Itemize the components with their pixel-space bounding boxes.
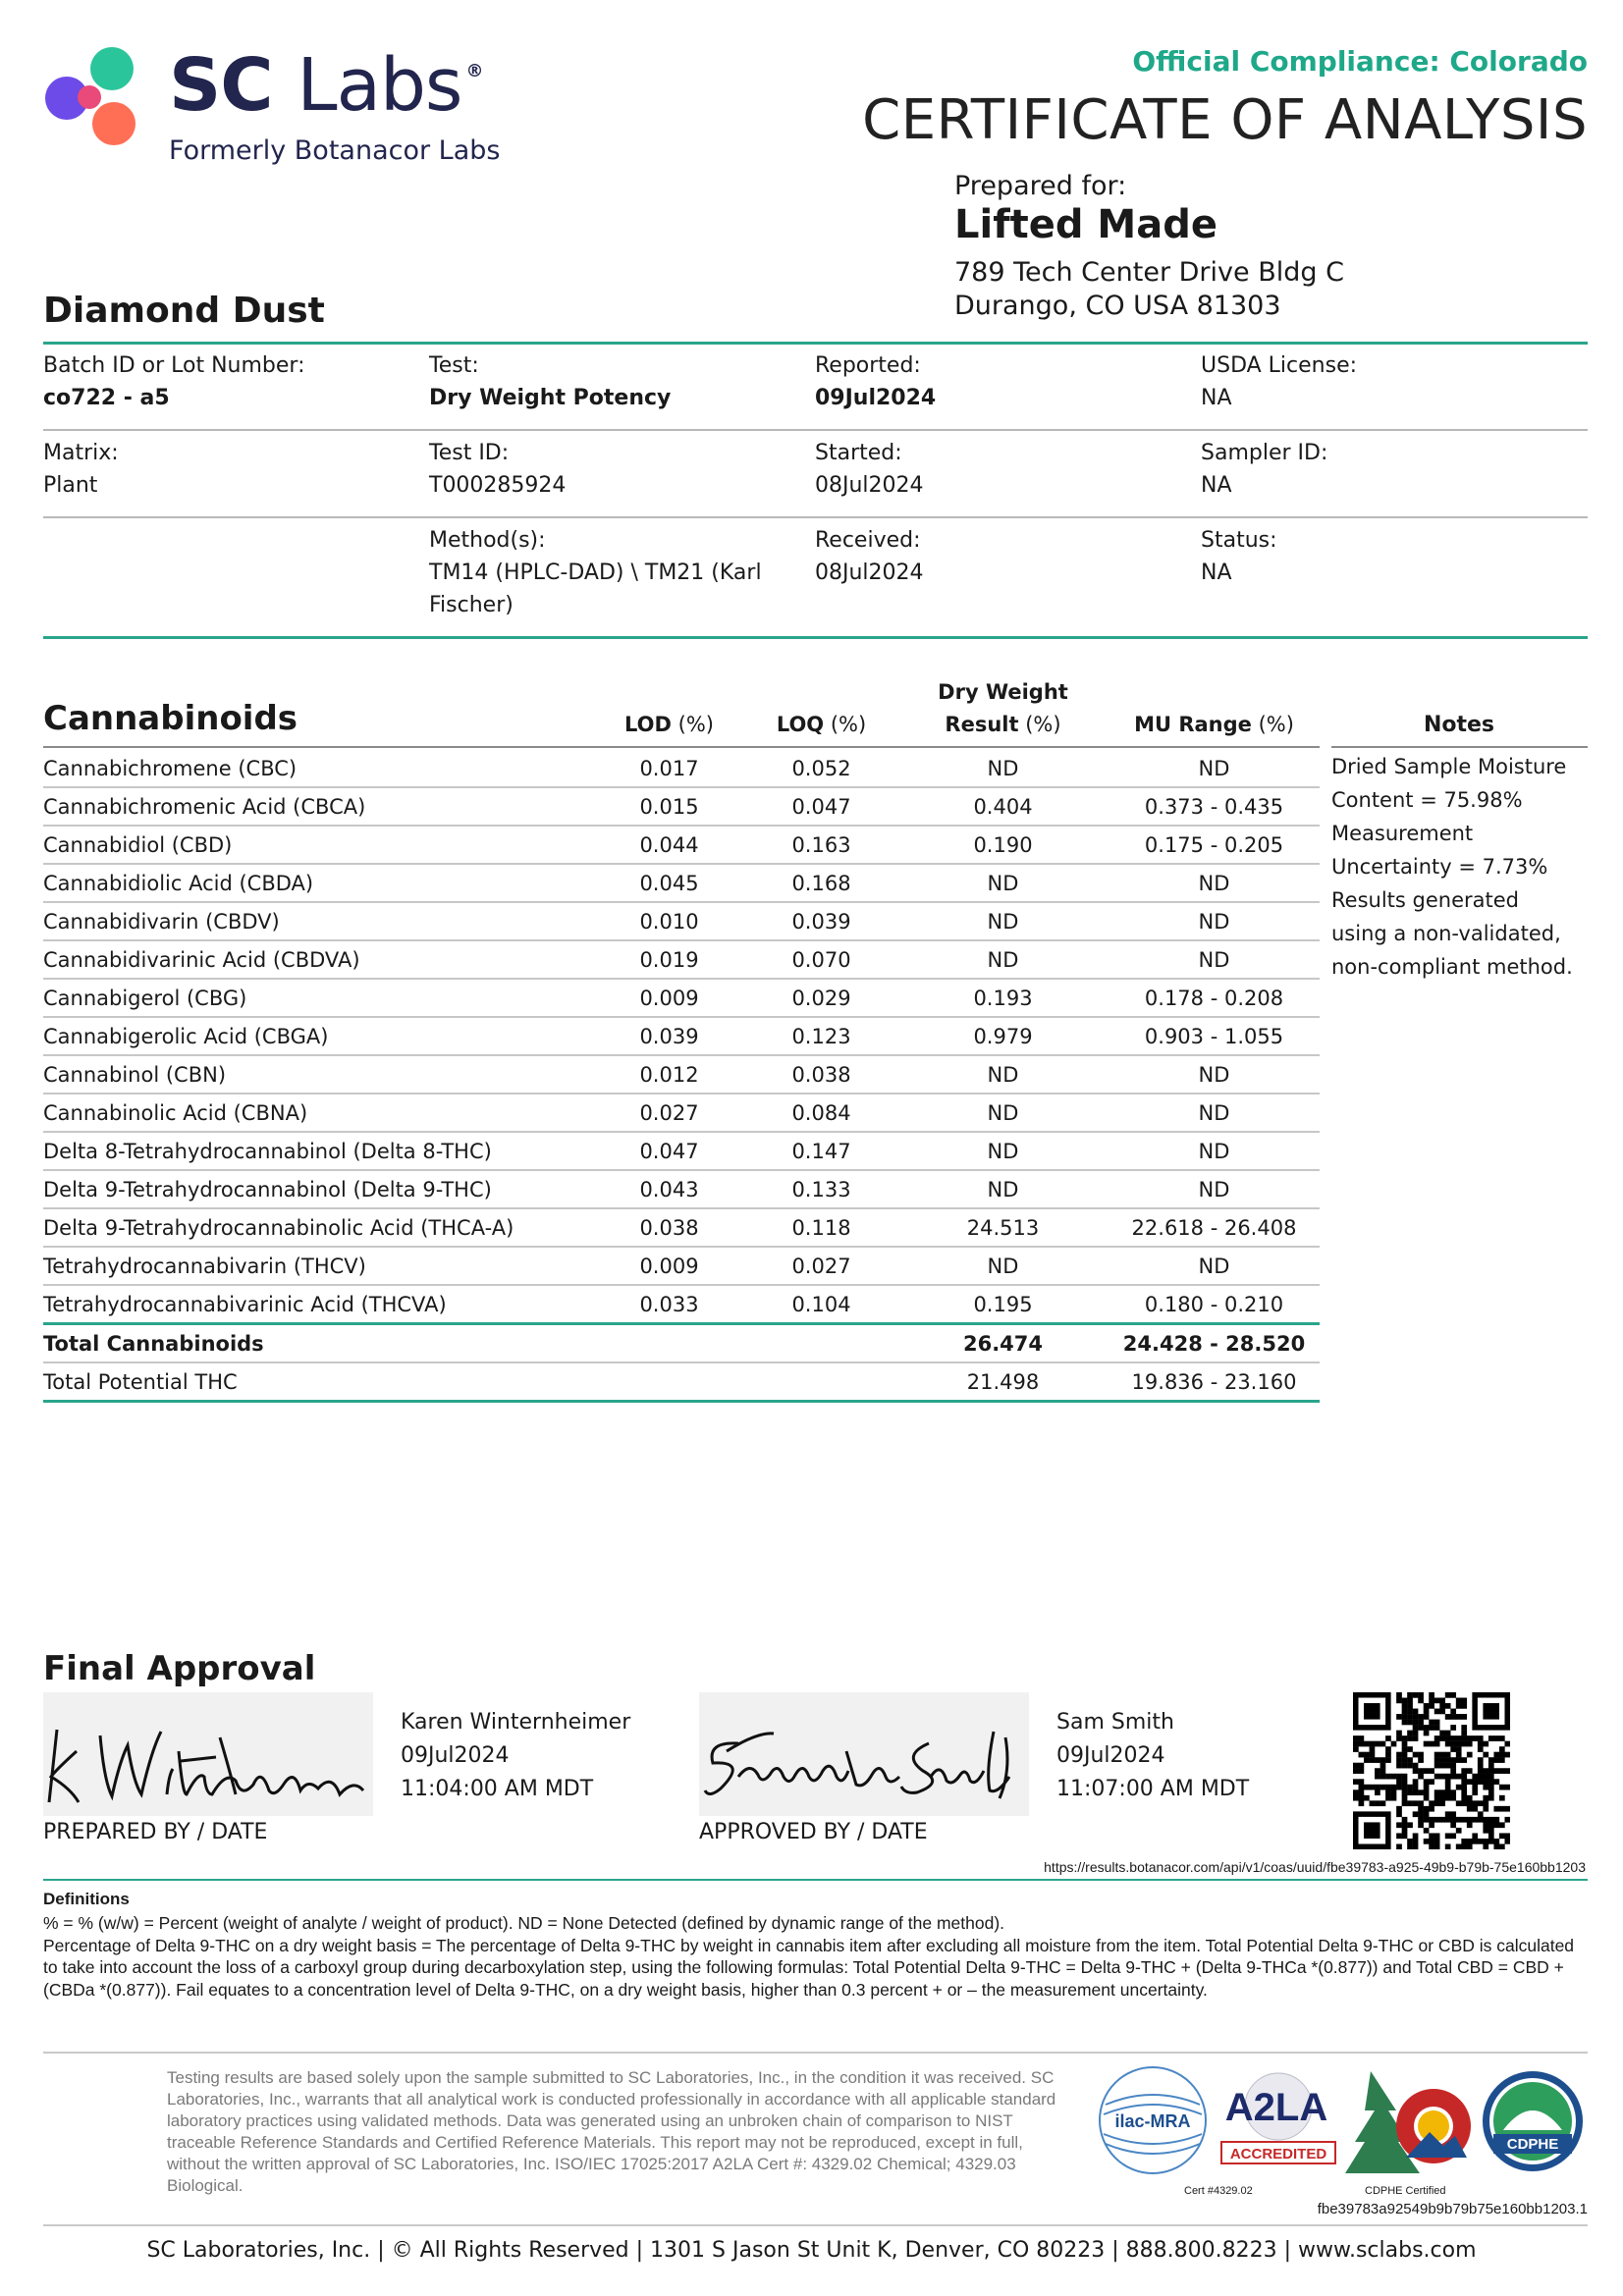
cdphe-caption: CDPHE Certified — [1365, 2185, 1446, 2197]
received-label: Received: — [815, 528, 921, 553]
approver-name: Sam Smith — [1056, 1710, 1174, 1735]
methods-value-line2: Fischer) — [429, 593, 514, 617]
table-row — [43, 1017, 1320, 1055]
table-row — [43, 864, 1320, 902]
mu-range-value: ND — [1109, 940, 1320, 979]
table-row — [43, 979, 1320, 1017]
document-hash: fbe39783a92549b9b79b75e160bb1203.1 — [1317, 2201, 1588, 2217]
total-label: Total Cannabinoids — [43, 1324, 593, 1363]
usda-value: NA — [1201, 386, 1232, 410]
loq-value: 0.047 — [745, 787, 897, 826]
loq-value: 0.027 — [745, 1247, 897, 1285]
result-value: ND — [897, 1055, 1109, 1094]
a2la-accredited-badge — [1217, 2071, 1339, 2165]
approved-by-caption: APPROVED BY / DATE — [699, 1820, 928, 1844]
mu-range-value: 22.618 - 26.408 — [1109, 1208, 1320, 1247]
loq-value: 0.038 — [745, 1055, 897, 1094]
notes-line: Content = 75.98% — [1331, 788, 1523, 812]
loq-value: 0.039 — [745, 902, 897, 940]
col-header-notes: Notes — [1423, 713, 1495, 737]
result-value: ND — [897, 1094, 1109, 1132]
col-header-loq: LOQ (%) — [776, 713, 867, 736]
col-header-dry-weight: Dry Weight — [938, 680, 1068, 704]
result-value: 0.193 — [897, 979, 1109, 1017]
analyte-name: Cannabichromene (CBC) — [43, 750, 593, 787]
notes-line: Measurement — [1331, 822, 1474, 845]
result-value: 0.190 — [897, 826, 1109, 864]
analyte-name: Cannabidivarin (CBDV) — [43, 902, 593, 940]
preparer-time: 11:04:00 AM MDT — [401, 1777, 594, 1801]
lod-value: 0.012 — [593, 1055, 745, 1094]
lod-value: 0.019 — [593, 940, 745, 979]
notes-line: using a non-validated, — [1331, 922, 1561, 945]
batch-value: co722 - a5 — [43, 386, 170, 410]
a2la-accredited-label: ACCREDITED — [1229, 2146, 1327, 2163]
divider — [43, 342, 1588, 345]
results-qr-code[interactable] — [1353, 1692, 1510, 1849]
cannabinoids-title: Cannabinoids — [43, 699, 298, 738]
loq-value: 0.118 — [745, 1208, 897, 1247]
started-value: 08Jul2024 — [815, 473, 924, 498]
mu-range-value: 0.373 - 0.435 — [1109, 787, 1320, 826]
test-value: Dry Weight Potency — [429, 386, 672, 410]
a2la-cert-number: Cert #4329.02 — [1184, 2185, 1253, 2197]
lod-value: 0.039 — [593, 1017, 745, 1055]
loq-value: 0.029 — [745, 979, 897, 1017]
mu-range-value: ND — [1109, 1132, 1320, 1170]
table-row — [43, 826, 1320, 864]
analyte-name: Cannabinolic Acid (CBNA) — [43, 1094, 593, 1132]
table-header-rule — [43, 746, 1320, 748]
table-row — [43, 1285, 1320, 1324]
brand-logo-text: SC Labs ® — [169, 43, 483, 128]
compliance-label: Official Compliance: Colorado — [1132, 45, 1588, 78]
divider — [43, 2224, 1588, 2226]
analyte-name: Tetrahydrocannabivarin (THCV) — [43, 1247, 593, 1285]
table-row — [43, 1094, 1320, 1132]
mu-range-value: 0.180 - 0.210 — [1109, 1285, 1320, 1324]
total-thc-lod — [593, 1362, 745, 1402]
table-row — [43, 1247, 1320, 1285]
loq-value: 0.123 — [745, 1017, 897, 1055]
table-row — [43, 940, 1320, 979]
mu-range-value: 0.178 - 0.208 — [1109, 979, 1320, 1017]
final-approval-title: Final Approval — [43, 1649, 316, 1688]
client-address-line1: 789 Tech Center Drive Bldg C — [954, 257, 1344, 288]
table-row — [43, 1170, 1320, 1208]
definitions-text — [43, 1912, 1589, 2001]
total-result: 26.474 — [897, 1324, 1109, 1363]
product-name: Diamond Dust — [43, 291, 325, 331]
table-row — [43, 1132, 1320, 1170]
loq-value: 0.070 — [745, 940, 897, 979]
result-value: 0.979 — [897, 1017, 1109, 1055]
started-label: Started: — [815, 441, 902, 465]
analyte-name: Cannabigerolic Acid (CBGA) — [43, 1017, 593, 1055]
result-value: 24.513 — [897, 1208, 1109, 1247]
mu-range-value: ND — [1109, 1094, 1320, 1132]
definitions-title: Definitions — [43, 1890, 130, 1908]
total-mu: 24.428 - 28.520 — [1109, 1324, 1320, 1363]
client-name: Lifted Made — [954, 202, 1217, 247]
result-value: ND — [897, 902, 1109, 940]
lod-value: 0.047 — [593, 1132, 745, 1170]
ilac-mra-label: ilac-MRA — [1114, 2111, 1191, 2131]
analyte-name: Cannabidiolic Acid (CBDA) — [43, 864, 593, 902]
table-row — [43, 902, 1320, 940]
result-value: ND — [897, 1170, 1109, 1208]
mu-range-value: ND — [1109, 864, 1320, 902]
prepared-for-label: Prepared for: — [954, 171, 1127, 201]
reported-label: Reported: — [815, 353, 921, 378]
lod-value: 0.010 — [593, 902, 745, 940]
analyte-name: Tetrahydrocannabivarinic Acid (THCVA) — [43, 1285, 593, 1324]
status-label: Status: — [1201, 528, 1277, 553]
lod-value: 0.015 — [593, 787, 745, 826]
mu-range-value: ND — [1109, 1055, 1320, 1094]
divider — [43, 429, 1588, 431]
result-value: ND — [897, 940, 1109, 979]
methods-label: Method(s): — [429, 528, 546, 553]
divider — [43, 516, 1588, 518]
ilac-mra-badge — [1098, 2065, 1208, 2175]
divider — [43, 1879, 1588, 1881]
loq-value: 0.163 — [745, 826, 897, 864]
status-value: NA — [1201, 561, 1232, 585]
approver-signature — [699, 1692, 1029, 1816]
footer-text: SC Laboratories, Inc. | © All Rights Reserved | 1301 S Jason St Unit K, Denver, CO 80223 | 888.800.8223 | www.sclabs.com — [146, 2238, 1477, 2263]
cdphe-badge — [1481, 2069, 1585, 2173]
sampler-label: Sampler ID: — [1201, 441, 1328, 465]
lod-value: 0.017 — [593, 750, 745, 787]
lod-value: 0.038 — [593, 1208, 745, 1247]
cdphe-label: CDPHE — [1506, 2136, 1559, 2153]
notes-header-rule — [1331, 746, 1588, 748]
table-row — [43, 1208, 1320, 1247]
loq-value: 0.147 — [745, 1132, 897, 1170]
preparer-signature — [43, 1692, 373, 1816]
received-value: 08Jul2024 — [815, 561, 924, 585]
total-loq — [745, 1324, 897, 1363]
mu-range-value: 0.903 - 1.055 — [1109, 1017, 1320, 1055]
lod-value: 0.009 — [593, 1247, 745, 1285]
reported-value: 09Jul2024 — [815, 386, 937, 410]
analyte-name: Cannabigerol (CBG) — [43, 979, 593, 1017]
total-lod — [593, 1324, 745, 1363]
test-id-value: T000285924 — [429, 473, 567, 498]
lod-value: 0.044 — [593, 826, 745, 864]
total-thc-loq — [745, 1362, 897, 1402]
loq-value: 0.084 — [745, 1094, 897, 1132]
approver-time: 11:07:00 AM MDT — [1056, 1777, 1250, 1801]
sc-labs-logo-mark — [43, 43, 151, 151]
notes-line: Dried Sample Moisture — [1331, 755, 1567, 778]
analyte-name: Delta 9-Tetrahydrocannabinolic Acid (THCA-A) — [43, 1208, 593, 1247]
lod-value: 0.027 — [593, 1094, 745, 1132]
methods-value-line1: TM14 (HPLC-DAD) \ TM21 (Karl — [429, 561, 762, 585]
notes-line: non-compliant method. — [1331, 955, 1573, 979]
preparer-info — [401, 1706, 630, 1806]
mu-range-value: 0.175 - 0.205 — [1109, 826, 1320, 864]
loq-value: 0.104 — [745, 1285, 897, 1324]
definitions-line2: Percentage of Delta 9-THC on a dry weight basis = The percentage of Delta 9-THC by weight in cannabis item after excluding all moisture from the item. Total Potential Delta 9-THC or CBD is calculated to take into account the loss of a carboxyl group during decarboxylation step, using the following formulas: Total Potential Delta 9-THC = Delta 9-THC + (Delta 9-THCa *(0.877)) and Total CBD = CBD + (CBDa *(0.877)). Fail equates to a concentration level of Delta 9-THC, on a dry weight basis, higher than 0.3 percent + or – the measurement uncertainty. — [43, 1935, 1575, 2000]
mu-range-value: ND — [1109, 1170, 1320, 1208]
lod-value: 0.033 — [593, 1285, 745, 1324]
results-url-link[interactable]: https://results.botanacor.com/api/v1/coas/uuid/fbe39783-a925-49b9-b79b-75e160bb1203 — [1044, 1859, 1586, 1875]
table-row-total — [43, 1324, 1320, 1363]
analyte-name: Cannabinol (CBN) — [43, 1055, 593, 1094]
table-row — [43, 787, 1320, 826]
lod-value: 0.043 — [593, 1170, 745, 1208]
sampler-value: NA — [1201, 473, 1232, 498]
test-label: Test: — [429, 353, 479, 378]
result-value: ND — [897, 750, 1109, 787]
analyte-name: Cannabichromenic Acid (CBCA) — [43, 787, 593, 826]
disclaimer-text: Testing results are based solely upon the sample submitted to SC Laboratories, Inc., in the condition it was received. SC Laboratories, Inc., warrants that all analytical work is conducted professionally in accordance with all applicable standard laboratory practices using validated methods. Data was generated using an unbroken chain of comparison to NIST traceable Reference Standards and Certified Reference Materials. This report may not be reproduced, except in full, without the written approval of SC Laboratories, Inc. ISO/IEC 17025:2017 A2LA Cert #: 4329.02 Chemical; 4329.03 Biological. — [167, 2068, 1056, 2195]
definitions-line1: % = % (w/w) = Percent (weight of analyte / weight of product). ND = None Detected (defined by dynamic range of the method). — [43, 1913, 1005, 1933]
test-id-label: Test ID: — [429, 441, 510, 465]
lod-value: 0.009 — [593, 979, 745, 1017]
client-address-line2: Durango, CO USA 81303 — [954, 291, 1281, 321]
preparer-name: Karen Winternheimer — [401, 1710, 631, 1735]
usda-label: USDA License: — [1201, 353, 1358, 378]
analyte-name: Delta 8-Tetrahydrocannabinol (Delta 8-THC) — [43, 1132, 593, 1170]
col-header-mu-range: MU Range (%) — [1134, 713, 1294, 736]
divider — [43, 636, 1588, 639]
table-row — [43, 1055, 1320, 1094]
document-title: CERTIFICATE OF ANALYSIS — [862, 88, 1588, 152]
result-value: 0.195 — [897, 1285, 1109, 1324]
result-value: 0.404 — [897, 787, 1109, 826]
notes-line: Uncertainty = 7.73% — [1331, 855, 1548, 879]
svg-text:A2LA: A2LA — [1224, 2086, 1328, 2129]
analyte-name: Cannabidivarinic Acid (CBDVA) — [43, 940, 593, 979]
mu-range-value: ND — [1109, 750, 1320, 787]
result-value: ND — [897, 1247, 1109, 1285]
mu-range-value: ND — [1109, 1247, 1320, 1285]
colorado-badge — [1345, 2071, 1473, 2175]
table-row — [43, 750, 1320, 787]
analyte-name: Cannabidiol (CBD) — [43, 826, 593, 864]
loq-value: 0.168 — [745, 864, 897, 902]
matrix-value: Plant — [43, 473, 98, 498]
analyte-name: Delta 9-Tetrahydrocannabinol (Delta 9-THC) — [43, 1170, 593, 1208]
cannabinoids-table — [43, 750, 1320, 1403]
preparer-date: 09Jul2024 — [401, 1743, 510, 1768]
loq-value: 0.052 — [745, 750, 897, 787]
notes-line: Results generated — [1331, 888, 1519, 912]
notes-text — [1331, 750, 1589, 984]
lod-value: 0.045 — [593, 864, 745, 902]
result-value: ND — [897, 864, 1109, 902]
total-thc-result: 21.498 — [897, 1362, 1109, 1402]
approver-date: 09Jul2024 — [1056, 1743, 1165, 1768]
batch-label: Batch ID or Lot Number: — [43, 353, 305, 378]
total-thc-label: Total Potential THC — [43, 1362, 593, 1402]
table-row-total-thc — [43, 1362, 1320, 1402]
total-thc-mu: 19.836 - 23.160 — [1109, 1362, 1320, 1402]
prepared-by-caption: PREPARED BY / DATE — [43, 1820, 268, 1844]
col-header-result: Result (%) — [945, 713, 1061, 736]
approver-info — [1056, 1706, 1249, 1806]
loq-value: 0.133 — [745, 1170, 897, 1208]
brand-subtitle: Formerly Botanacor Labs — [169, 135, 501, 166]
result-value: ND — [897, 1132, 1109, 1170]
divider — [43, 2052, 1588, 2054]
col-header-lod: LOD (%) — [624, 713, 714, 736]
matrix-label: Matrix: — [43, 441, 119, 465]
mu-range-value: ND — [1109, 902, 1320, 940]
